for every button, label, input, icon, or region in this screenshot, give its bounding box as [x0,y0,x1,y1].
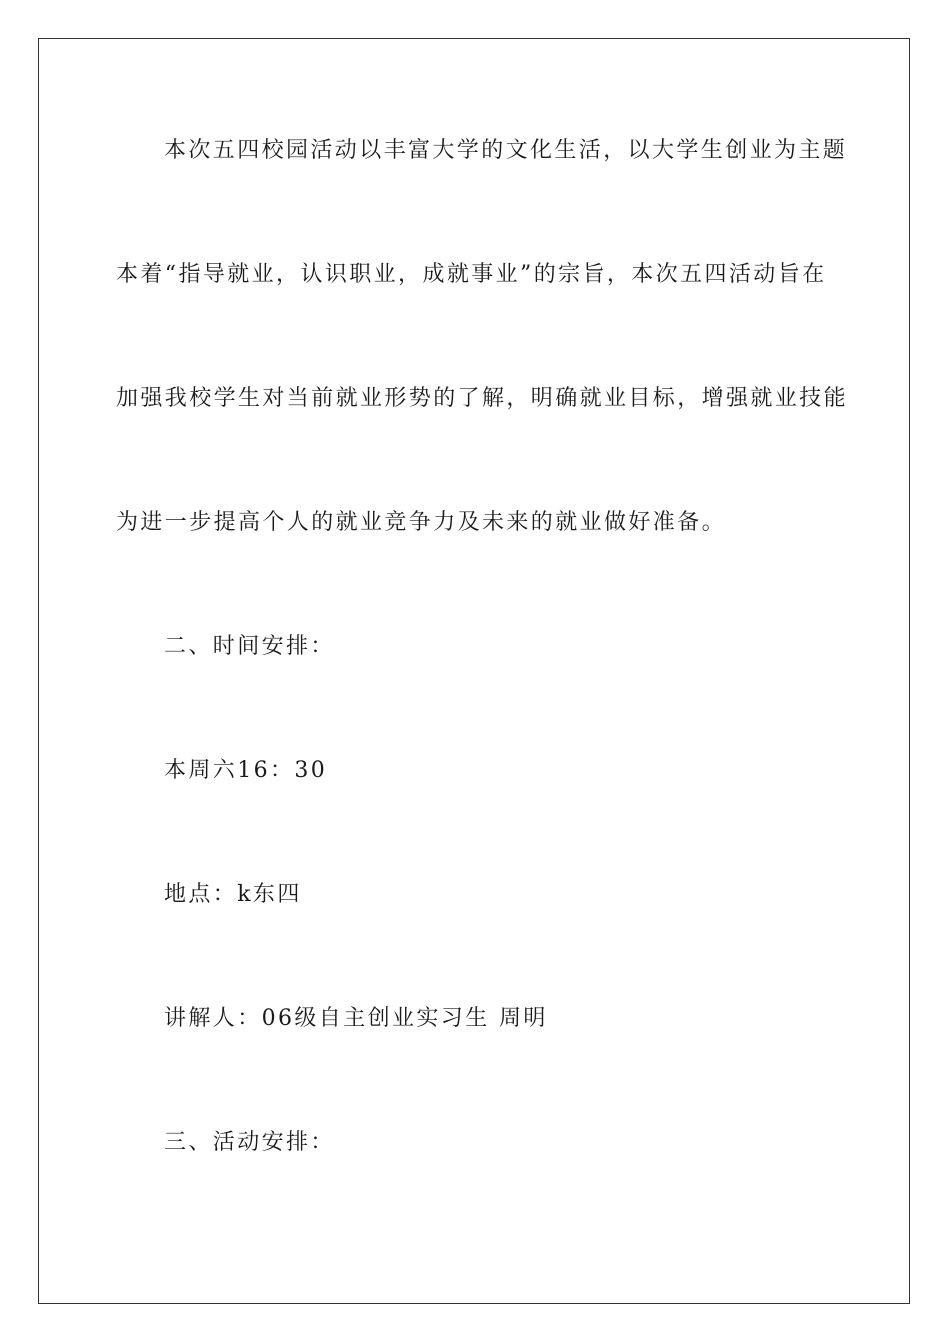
section-activity-heading: 三、活动安排： [164,1130,335,1155]
page-border [38,38,910,1304]
intro-paragraph-line-2: 本着“指导就业，认识职业，成就事业”的宗旨，本次五四活动旨在 [116,262,827,287]
event-location: 地点：k东四 [164,882,302,907]
section-time-heading: 二、时间安排： [164,634,335,659]
intro-paragraph-line-4: 为进一步提高个人的就业竞争力及未来的就业做好准备。 [116,510,727,535]
intro-paragraph-line-3: 加强我校学生对当前就业形势的了解，明确就业目标，增强就业技能 [116,386,849,411]
intro-paragraph-line-1: 本次五四校园活动以丰富大学的文化生活，以大学生创业为主题 [164,138,848,163]
event-time: 本周六16：30 [164,758,328,783]
event-speaker: 讲解人：06级自主创业实习生 周明 [164,1006,548,1031]
